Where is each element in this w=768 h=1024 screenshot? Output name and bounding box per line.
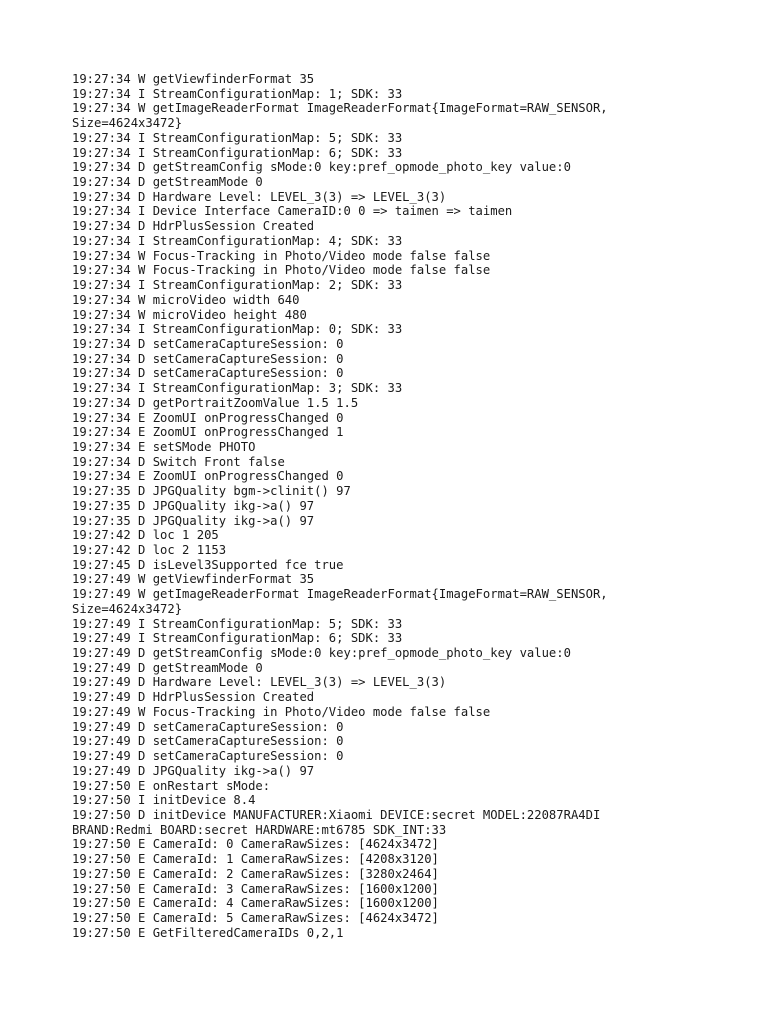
log-line: 19:27:49 D setCameraCaptureSession: 0 xyxy=(72,749,344,764)
log-line: 19:27:34 W Focus-Tracking in Photo/Video mode false false xyxy=(72,263,491,278)
log-line: 19:27:34 W getImageReaderFormat ImageReaderFormat{ImageFormat=RAW_SENSOR, xyxy=(72,101,608,116)
log-line: 19:27:50 E CameraId: 5 CameraRawSizes: [4624x3472] xyxy=(72,910,439,925)
log-line: 19:27:49 D JPGQuality ikg->a() 97 xyxy=(72,763,315,778)
log-line: 19:27:50 E CameraId: 1 CameraRawSizes: [4208x3120] xyxy=(72,852,439,867)
log-line: 19:27:34 I StreamConfigurationMap: 6; SDK: 33 xyxy=(72,145,403,160)
log-line: 19:27:49 I StreamConfigurationMap: 5; SDK: 33 xyxy=(72,616,403,631)
log-line: 19:27:50 E GetFilteredCameraIDs 0,2,1 xyxy=(72,925,344,940)
log-line: 19:27:35 D JPGQuality ikg->a() 97 xyxy=(72,513,315,528)
log-line: 19:27:34 D getStreamConfig sMode:0 key:pref_opmode_photo_key value:0 xyxy=(72,160,571,175)
log-line: 19:27:34 D setCameraCaptureSession: 0 xyxy=(72,351,344,366)
log-line: 19:27:34 D getPortraitZoomValue 1.5 1.5 xyxy=(72,395,359,410)
log-line: 19:27:49 W Focus-Tracking in Photo/Video mode false false xyxy=(72,704,491,719)
log-line: 19:27:34 D setCameraCaptureSession: 0 xyxy=(72,366,344,381)
log-output xyxy=(72,72,692,940)
log-line: Size=4624x3472} xyxy=(72,601,183,616)
log-line: 19:27:34 D Hardware Level: LEVEL_3(3) => LEVEL_3(3) xyxy=(72,189,447,204)
log-line: 19:27:50 E onRestart sMode: xyxy=(72,778,271,793)
log-line: 19:27:34 I StreamConfigurationMap: 0; SDK: 33 xyxy=(72,322,403,337)
log-line: 19:27:49 D HdrPlusSession Created xyxy=(72,690,315,705)
log-line: 19:27:49 D getStreamConfig sMode:0 key:pref_opmode_photo_key value:0 xyxy=(72,646,571,661)
log-line: 19:27:34 W getViewfinderFormat 35 xyxy=(72,72,315,86)
log-line: 19:27:45 D isLevel3Supported fce true xyxy=(72,557,344,572)
log-line: 19:27:34 E ZoomUI onProgressChanged 0 xyxy=(72,469,344,484)
log-line: 19:27:34 I StreamConfigurationMap: 4; SDK: 33 xyxy=(72,233,403,248)
log-line: 19:27:50 D initDevice MANUFACTURER:Xiaomi DEVICE:secret MODEL:22087RA4DI xyxy=(72,807,601,822)
log-line: 19:27:34 E ZoomUI onProgressChanged 0 xyxy=(72,410,344,425)
log-line: 19:27:34 E ZoomUI onProgressChanged 1 xyxy=(72,425,344,440)
log-line: 19:27:35 D JPGQuality ikg->a() 97 xyxy=(72,498,315,513)
log-line: 19:27:49 D Hardware Level: LEVEL_3(3) => LEVEL_3(3) xyxy=(72,675,447,690)
log-line: 19:27:34 W microVideo height 480 xyxy=(72,307,307,322)
log-line: 19:27:34 I StreamConfigurationMap: 3; SDK: 33 xyxy=(72,381,403,396)
log-line: 19:27:50 E CameraId: 0 CameraRawSizes: [4624x3472] xyxy=(72,837,439,852)
log-line: 19:27:49 D setCameraCaptureSession: 0 xyxy=(72,719,344,734)
log-line: 19:27:50 E CameraId: 4 CameraRawSizes: [1600x1200] xyxy=(72,896,439,911)
log-line: 19:27:34 W microVideo width 640 xyxy=(72,292,300,307)
log-line: BRAND:Redmi BOARD:secret HARDWARE:mt6785 SDK_INT:33 xyxy=(72,822,447,837)
log-line: 19:27:34 W Focus-Tracking in Photo/Video mode false false xyxy=(72,248,491,263)
log-line: 19:27:50 E CameraId: 3 CameraRawSizes: [1600x1200] xyxy=(72,881,439,896)
log-line: 19:27:34 I StreamConfigurationMap: 2; SDK: 33 xyxy=(72,278,403,293)
log-line: 19:27:49 W getViewfinderFormat 35 xyxy=(72,572,315,587)
log-line: 19:27:34 D setCameraCaptureSession: 0 xyxy=(72,336,344,351)
log-line: 19:27:49 D setCameraCaptureSession: 0 xyxy=(72,734,344,749)
log-line: 19:27:50 E CameraId: 2 CameraRawSizes: [3280x2464] xyxy=(72,866,439,881)
log-line: 19:27:42 D loc 2 1153 xyxy=(72,543,227,557)
log-line: 19:27:34 I Device Interface CameraID:0 0 => taimen => taimen xyxy=(72,204,513,219)
log-line: 19:27:34 D Switch Front false xyxy=(72,454,285,469)
log-line: 19:27:34 D getStreamMode 0 xyxy=(72,175,263,190)
log-line: 19:27:49 I StreamConfigurationMap: 6; SDK: 33 xyxy=(72,631,403,646)
log-line: 19:27:34 I StreamConfigurationMap: 1; SDK: 33 xyxy=(72,86,403,101)
log-line: 19:27:50 I initDevice 8.4 xyxy=(72,793,256,808)
log-line: 19:27:49 W getImageReaderFormat ImageReaderFormat{ImageFormat=RAW_SENSOR, xyxy=(72,587,608,602)
log-line: 19:27:34 E setSMode PHOTO xyxy=(72,439,256,454)
log-line: 19:27:34 I StreamConfigurationMap: 5; SDK: 33 xyxy=(72,130,403,145)
log-line: 19:27:49 D getStreamMode 0 xyxy=(72,660,263,675)
log-line: Size=4624x3472} xyxy=(72,116,183,131)
log-line: 19:27:35 D JPGQuality bgm->clinit() 97 xyxy=(72,484,351,499)
log-line: 19:27:34 D HdrPlusSession Created xyxy=(72,219,315,234)
log-line: 19:27:42 D loc 1 205 xyxy=(72,528,219,543)
